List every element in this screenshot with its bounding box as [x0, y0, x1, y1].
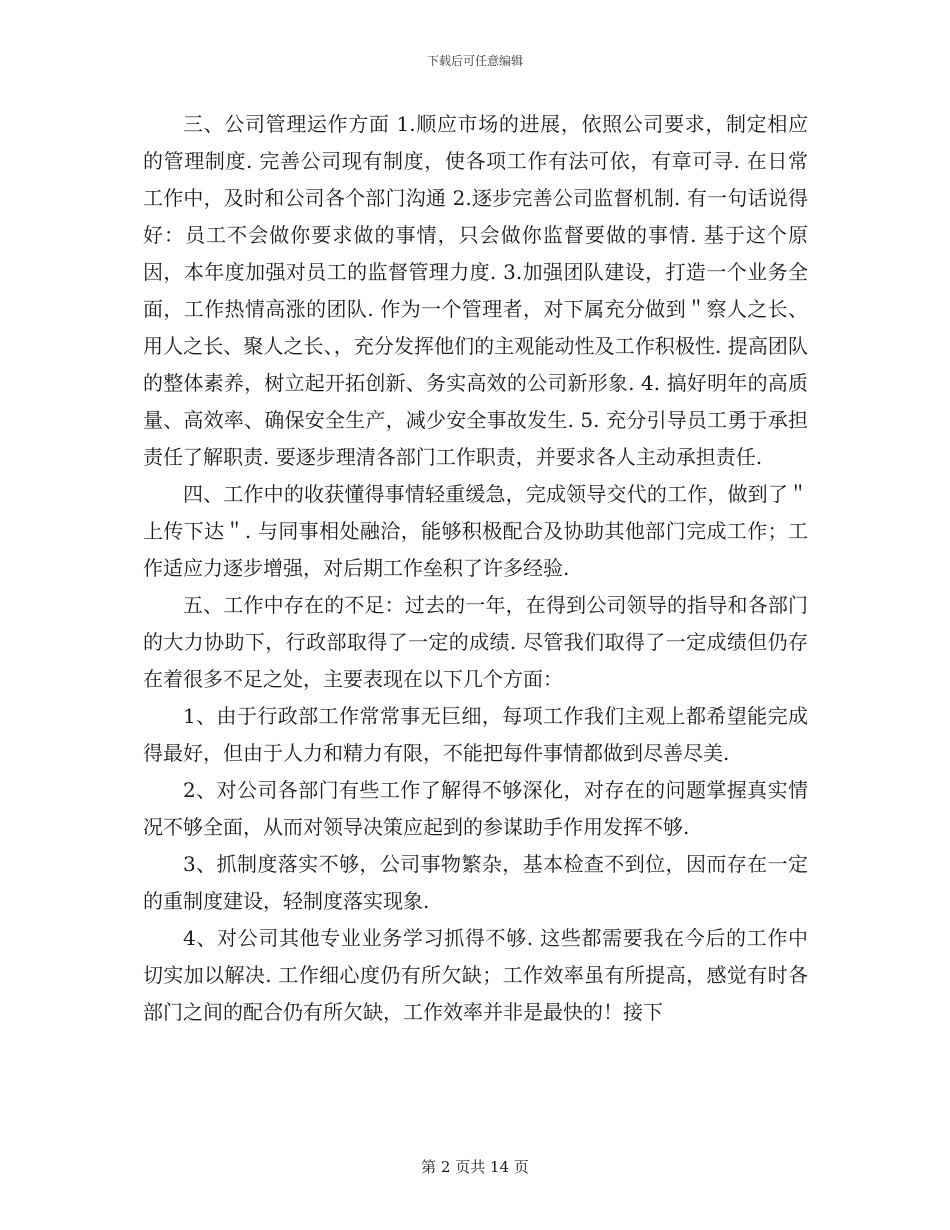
paragraph-shortcoming-2: 2、对公司各部门有些工作了解得不够深化，对存在的问题掌握真实情况不够全面，从而对领导决策应起到的参谋助手作用发挥不够.: [143, 778, 808, 839]
paragraph-management-operations: 三、公司管理运作方面 1.顺应市场的进展，依照公司要求，制定相应的管理制度. 完善公司现有制度，使各项工作有法可依，有章可寻. 在日常工作中，及时和公司各个部门沟通 2.逐步完善公司监督机制. 有一句话说得好：员工不会做你要求做的事情，只会做你监督要做的事情. 基于这个原因，本年度加强对员工的监督管理力度. 3.加强团队建设，打造一个业务全面，工作热情高涨的团队. 作为一个管理者，对下属充分做到＂察人之长、用人之长、聚人之长、，充分发挥他们的主观能动性及工作积极性. 提高团队的整体素养，树立起开拓创新、务实高效的公司新形象. 4. 搞好明年的高质量、高效率、确保安全生产，减少安全事故发生. 5. 充分引导员工勇于承担责任了解职责. 要逐步理清各部门工作职责，并要求各人主动承担责任.: [143, 112, 808, 469]
paragraph-shortcomings-intro: 五、工作中存在的不足：过去的一年，在得到公司领导的指导和各部门的大力协助下，行政部取得了一定的成绩. 尽管我们取得了一定成绩但仍存在着很多不足之处，主要表现在以下几个方面：: [143, 593, 808, 691]
page-number-footer: 第 2 页共 14 页: [421, 1158, 529, 1176]
document-body: [143, 106, 808, 1031]
paragraph-work-gains: 四、工作中的收获懂得事情轻重缓急，完成领导交代的工作，做到了＂上传下达＂. 与同事相处融洽，能够积极配合及协助其他部门完成工作；工作适应力逐步增强，对后期工作垒积了许多经验.: [143, 482, 808, 580]
paragraph-shortcoming-4: 4、对公司其他专业业务学习抓得不够. 这些都需要我在今后的工作中切实加以解决. 工作细心度仍有所欠缺；工作效率虽有所提高，感觉有时各部门之间的配合仍有所欠缺，工作效率并非是最快的！接下: [143, 926, 808, 1024]
paragraph-shortcoming-1: 1、由于行政部工作常常事无巨细，每项工作我们主观上都希望能完成得最好，但由于人力和精力有限，不能把每件事情都做到尽善尽美.: [143, 704, 808, 765]
paragraph-shortcoming-3: 3、抓制度落实不够，公司事物繁杂，基本检查不到位，因而存在一定的重制度建设，轻制度落实现象.: [143, 852, 808, 913]
page-header: 下载后可任意编辑: [426, 54, 523, 68]
